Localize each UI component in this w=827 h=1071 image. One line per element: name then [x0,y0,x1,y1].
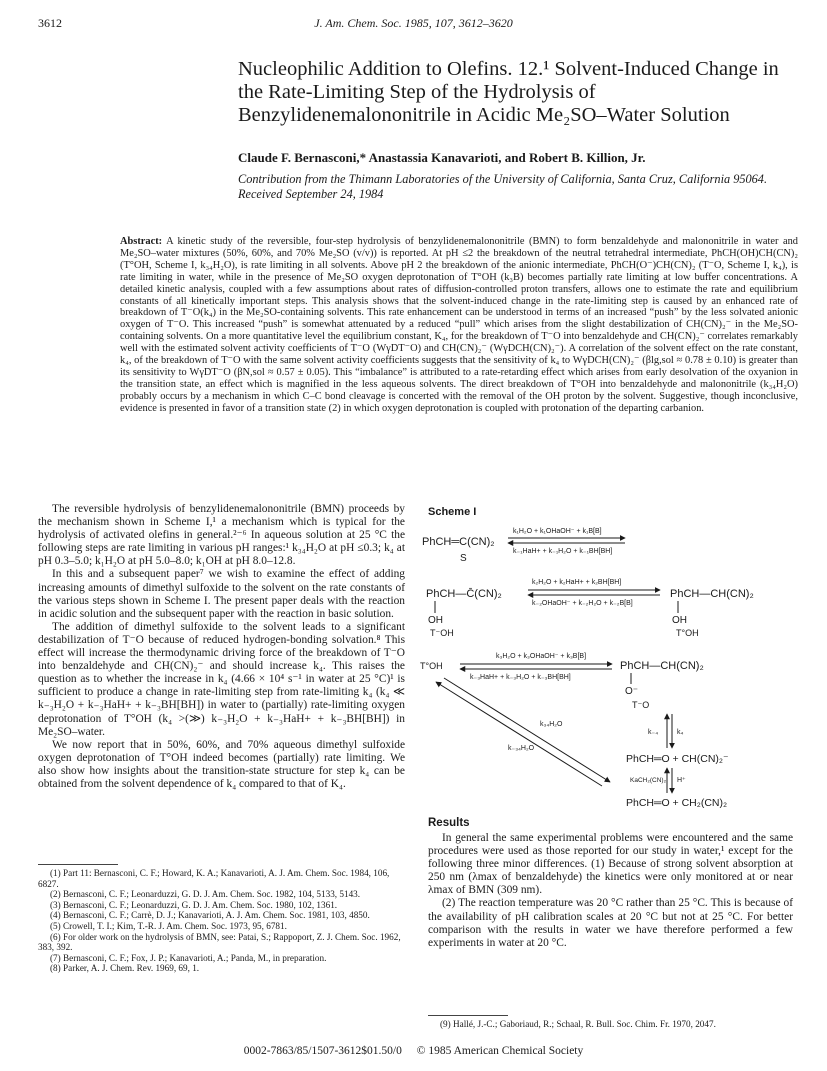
intermediate-label: T⁻O [632,700,650,710]
article-affiliation: Contribution from the Thimann Laboratories of the University of California, Santa Cruz, California 95064. Received September 24, 1984 [238,172,768,201]
rate-label-k-34: k₋₃₄H₂O [508,745,535,752]
intermediate-label: T°OH [676,628,699,638]
anionic-intermediate-label: PhCH—CH(CN)₂ [620,660,704,672]
footnote-divider [38,864,118,865]
products-neutral-label: PhCH═O + CH₂(CN)₂ [626,797,728,809]
body-paragraph: In general the same experimental problems were encountered and the same procedures were used as those reported for our study in water,¹ except for the following three minor differences. (1) Because of strong solvent absorption at 250 nm (λmax of benzaldehyde) the kinetics were only monitored at or near λmax of BMN (309 nm). [428,832,793,897]
body-right-column [428,832,793,950]
copyright-notice: © 1985 American Chemical Society [416,1045,584,1057]
footnote: (2) Bernasconi, C. F.; Leonarduzzi, G. D. J. Am. Chem. Soc. 1982, 104, 5133, 5143. [50,889,361,900]
footnote: (3) Bernasconi, C. F.; Leonarduzzi, G. D. J. Am. Chem. Soc. 1980, 102, 1361. [50,899,338,910]
hydroxyl-label: OH [428,615,443,626]
rate-label-k-1: k₋₁HaH+ + k₋₁H₂O + k₋₁BH[BH] [513,548,613,555]
abstract-text: A kinetic study of the reversible, four-step hydrolysis of benzylidenemalononitrile (BMN) to form benzaldehyde and malononitrile in water and Me₂SO–water mixtures (50%, 60%, and 70% Me₂SO (v/v)) is reported. At pH ≤2 the breakdown of the neutral tetrahedral intermediate, PhCH(OH)CH(CN)₂ (T°OH, Scheme I, k₃₄H₂O), is rate limiting in all solvents. Above pH 2 the breakdown of the anionic intermediate, PhCH(O⁻)CH(CN)₂ (T⁻O, Scheme I, k₄), is rate limiting in water, while in the presence of Me₂SO oxygen deprotonation of T°OH (k₃B) becomes partially rate limiting at low buffer concentrations. A detailed kinetic analysis, coupled with a few assumptions about rates of diffusion-controlled proton transfers, allows one to estimate the rate and equilibrium constants of all kinetically important steps. This analysis shows that the solvent-induced change in the rate-limiting step is caused by an enhanced rate of breakdown of T⁻O(k₄) in the Me₂SO-containing solvents. This rate enhancement can be understood in terms of an increased “push” by the less solvated anionic oxygen of T⁻O. This increased “push” is somewhat attenuated by a reduced “pull” which arises from the slight destabilization of CH(CN)₂⁻ in the Me₂SO-containing solvents. On a more quantitative level the equilibrium constant, K₄, for the breakdown of T⁻O into benzaldehyde and CH(CN)₂⁻ correlates remarkably well with the estimated solvent activity coefficients of T⁻O (WγDT⁻O) and CH(CN)₂⁻ (WγDCH(CN)₂⁻). A correlation of the solvent effect on the rate constant, k₄, of the breakdown of T⁻O with the same solvent activity coefficients suggests that the sensitivity of k₄ to WγDCH(CN)₂⁻ (βlg,sol ≈ 0.78 ± 0.10) is greater than its sensitivity to WγDT⁻O (βN,sol ≈ 0.57 ± 0.05). This “imbalance” is attributed to a rate-retarding effect which arises from early desolvation of the oxyanion in the transition state, an effect which is magnified in the less aqueous solvents. The direct breakdown of T°OH into benzaldehyde and malononitrile (k₃₄H₂O) probably occurs by a mechanism in which C–C bond cleavage is concerted with the removal of the OH proton by the solvent. Suggestive, though inconclusive, evidence is presented in favor of a transition state (2) in which oxygen deprotonation is coupled with protonation of the departing carbanion. [120,236,798,414]
rate-label-k2: k₂H₂O + k₂HaH+ + k₂BH[BH] [532,579,622,586]
footnote: (6) For older work on the hydrolysis of BMN, see: Patai, S.; Rappoport, Z. J. Chem. Soc. 1962, 383, 392. [38,931,401,953]
results-heading: Results [428,817,470,829]
page-number: 3612 [38,16,62,30]
hydroxyl-label: OH [672,615,687,626]
article-authors: Claude F. Bernasconi,* Anastassia Kanavarioti, and Robert B. Killion, Jr. [238,150,646,165]
rate-label-k-2: k₋₂OHaOH⁻ + k₋₂H₂O + k₋₂B[B] [532,600,633,607]
intermediate-label: T°OH [420,661,443,671]
body-paragraph: (2) The reaction temperature was 20 °C rather than 25 °C. This is because of the availability of pH calibration scales at 20 °C but not at 25 °C. For better comparison with the results in water we have therefore performed a few experiments in water at 20 °C. [428,897,793,949]
article-title: Nucleophilic Addition to Olefins. 12.¹ Solvent-Induced Change in the Rate-Limiting Step of the Hydrolysis of Benzylidenemalononitrile in Acidic Me₂SO–Water Solution [238,58,779,126]
body-paragraph: The reversible hydrolysis of benzylidenemalononitrile (BMN) proceeds by the mechanism shown in Scheme I,¹ a mechanism which is typical for the hydrolysis of activated olefins in general.²⁻⁶ In aqueous solution at 25 °C the following steps are rate limiting in various pH ranges:¹ k₃₄H₂O at pH ≤0.3; k₄ at pH 0.3–5.0; k₁H₂O at pH 5.0–8.0; k₁OH at pH 8.0–12.8. [38,503,405,568]
products-anion-label: PhCH═O + CH(CN)₂⁻ [626,753,729,765]
substrate-label: PhCH═C(CN)₂ [422,536,495,548]
footnote: (9) Hallé, J.-C.; Gaboriaud, R.; Schaal, R. Bull. Soc. Chim. Fr. 1970, 2047. [440,1019,716,1029]
reaction-scheme [420,518,800,810]
arrow-k34-reverse [436,682,602,786]
scheme-title: Scheme I [428,506,477,518]
footnotes-left [38,868,405,974]
footnote: (5) Crowell, T. I.; Kim, T.-R. J. Am. Chem. Soc. 1973, 95, 6781. [50,920,287,931]
substrate-symbol: S [460,553,467,564]
body-left-column [38,503,405,791]
footnote: (7) Bernasconi, C. F.; Fox, J. P.; Kanavarioti, A.; Panda, M., in preparation. [50,952,327,963]
rate-label-k4: k₄ [677,729,684,736]
page-footer [0,1045,827,1057]
intermediate-label: T⁻OH [430,628,454,638]
rate-label-k3: k₃H₂O + k₃OHaOH⁻ + k₃B[B] [496,653,587,660]
rate-label-k34: k₃₄H₂O [540,721,563,728]
proton-label: H⁺ [677,777,686,784]
publication-code: 0002-7863/85/1507-3612$01.50/0 [243,1045,402,1057]
arrow-k34-forward [444,678,610,782]
footnote: (8) Parker, A. J. Chem. Rev. 1969, 69, 1. [50,963,200,974]
neutral-intermediate-label: PhCH—CH(CN)₂ [670,588,754,600]
body-paragraph: We now report that in 50%, 60%, and 70% aqueous dimethyl sulfoxide oxygen deprotonation of T°OH indeed becomes (partially) rate limiting. We also show how insights about the transition-state structure for step k₄ can be obtained from the solvent dependence of k₄ compared to that of K₄. [38,738,405,790]
running-head: J. Am. Chem. Soc. 1985, 107, 3612–3620 [314,16,513,30]
abstract-label: Abstract: [120,236,163,247]
rate-label-k-4: k₋₄ [648,729,659,736]
acidity-constant-label: KaCH₂(CN)₂ [630,777,667,784]
footnote-divider [428,1015,508,1016]
footnote: (4) Bernasconi, C. F.; Carrè, D. J.; Kanavarioti, A. J. Am. Chem. Soc. 1981, 103, 4850. [50,910,370,921]
oxyanion-label: O⁻ [625,686,639,697]
carbanion-label: PhCH—C̄(CN)₂ [426,588,502,600]
footnote: (1) Part 11: Bernasconi, C. F.; Howard, K. A.; Kanavarioti, A. J. Am. Chem. Soc. 1984, 106, 6827. [38,868,390,889]
body-paragraph: The addition of dimethyl sulfoxide to the solvent leads to a significant destabilization of T⁻O because of reduced hydrogen-bonding solvation.⁸ This effect will increase the thermodynamic driving force of the breakdown of T⁻O into benzaldehyde and CH(CN)₂⁻ and should increase k₄. This raises the question as to whether the increase in k₄ (4.66 × 10⁴ s⁻¹ in water at 25 °C)¹ is sufficient to produce a change in rate-limiting step from rate-limiting k₄ (k₄ ≪ k₋₃H₂O + k₋₃HaH+ + k₋₃BH[BH]) in water to (partially) rate-limiting oxygen deprotonation of T°OH (k₄ >(≫) k₋₃H₂O + k₋₃HaH+ + k₋₃BH[BH]) in Me₂SO–water. [38,620,405,738]
body-paragraph: In this and a subsequent paper⁷ we wish to examine the effect of adding increasing amounts of dimethyl sulfoxide to the solvent on the rate constants of the various steps shown in Scheme I. The present paper deals with the reaction in acidic solution and the subsequent paper with the reaction in basic solution. [38,568,405,620]
rate-label-k-3: k₋₃HaH+ + k₋₃H₂O + k₋₃BH[BH] [470,674,571,681]
abstract [120,236,798,415]
rate-label-k1: k₁H₂O + k₁OHaOH⁻ + k₁B[B] [513,528,602,535]
